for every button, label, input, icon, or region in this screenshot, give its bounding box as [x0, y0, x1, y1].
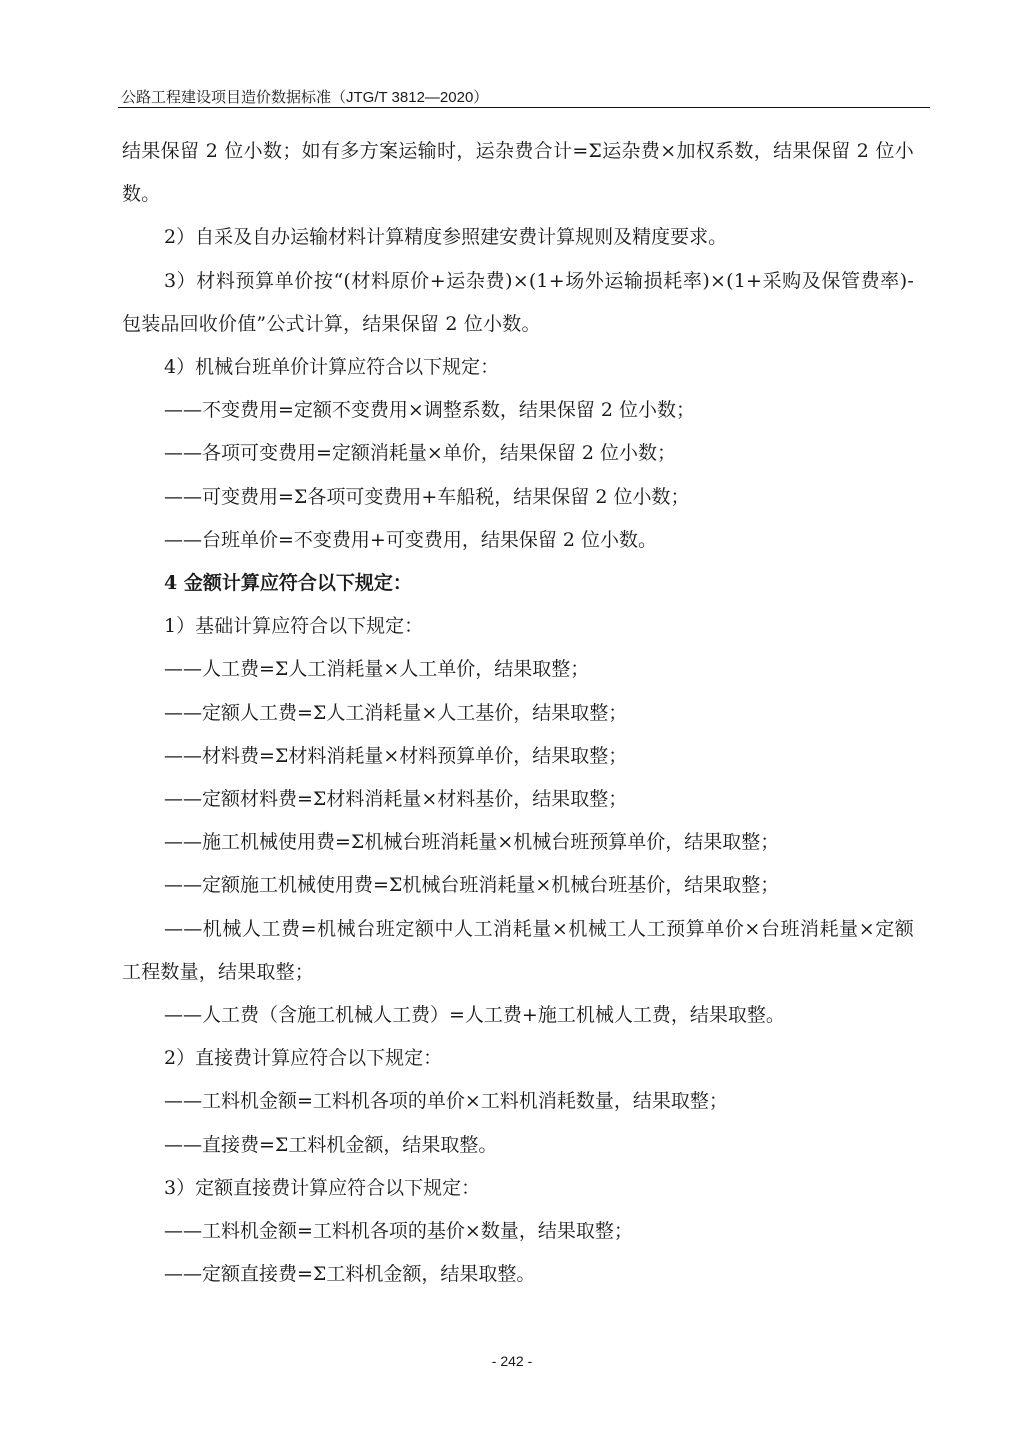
paragraph: 3）材料预算单价按“(材料原价+运杂费)×(1+场外运输损耗率)×(1+采购及保管费率)-包装品回收价值”公式计算，结果保留 2 位小数。 [122, 269, 914, 335]
body-text [122, 130, 914, 1296]
paragraph: 2）自采及自办运输材料计算精度参照建安费计算规则及精度要求。 [164, 226, 728, 249]
paragraph: 结果保留 2 位小数；如有多方案运输时，运杂费合计=Σ运杂费×加权系数，结果保留 2 位小数。 [122, 140, 914, 206]
list-item: ——施工机械使用费=Σ机械台班消耗量×机械台班预算单价，结果取整； [164, 831, 780, 854]
paragraph: 4）机械台班单价计算应符合以下规定： [164, 356, 500, 379]
list-item: ——直接费=Σ工料机金额，结果取整。 [164, 1133, 498, 1156]
section-clause: 4 金额计算应符合以下规定： [164, 572, 412, 595]
list-item: ——人工费=Σ人工消耗量×人工单价，结果取整； [164, 658, 590, 681]
paragraph: 1）基础计算应符合以下规定： [164, 615, 424, 638]
list-item: ——定额材料费=Σ材料消耗量×材料基价，结果取整； [164, 788, 628, 811]
list-item: ——定额人工费=Σ人工消耗量×人工基价，结果取整； [164, 701, 628, 724]
paragraph: 2）直接费计算应符合以下规定： [164, 1047, 443, 1070]
list-item: ——各项可变费用=定额消耗量×单价，结果保留 2 位小数； [164, 442, 677, 465]
list-item: ——定额施工机械使用费=Σ机械台班消耗量×机械台班基价，结果取整； [164, 874, 780, 897]
list-item: ——人工费（含施工机械人工费）=人工费+施工机械人工费，结果取整。 [164, 1004, 785, 1027]
list-item: ——工料机金额=工料机各项的基价×数量，结果取整； [164, 1220, 633, 1243]
list-item: ——定额直接费=Σ工料机金额，结果取整。 [164, 1263, 536, 1286]
list-item: ——不变费用=定额不变费用×调整系数，结果保留 2 位小数； [164, 399, 696, 422]
list-item: ——机械人工费=机械台班定额中人工消耗量×机械工人工预算单价×台班消耗量×定额工程数量，结果取整； [122, 917, 914, 983]
list-item: ——台班单价=不变费用+可变费用，结果保留 2 位小数。 [164, 528, 658, 551]
paragraph: 3）定额直接费计算应符合以下规定： [164, 1176, 481, 1199]
list-item: ——可变费用=Σ各项可变费用+车船税，结果保留 2 位小数； [164, 485, 690, 508]
running-header: 公路工程建设项目造价数据标准（JTG/T 3812—2020） [121, 89, 489, 106]
list-item: ——工料机金额=工料机各项的单价×工料机消耗数量，结果取整； [164, 1090, 728, 1113]
page-number: - 242 - [491, 1353, 533, 1369]
list-item: ——材料费=Σ材料消耗量×材料预算单价，结果取整； [164, 744, 628, 767]
header-rule [118, 107, 930, 108]
